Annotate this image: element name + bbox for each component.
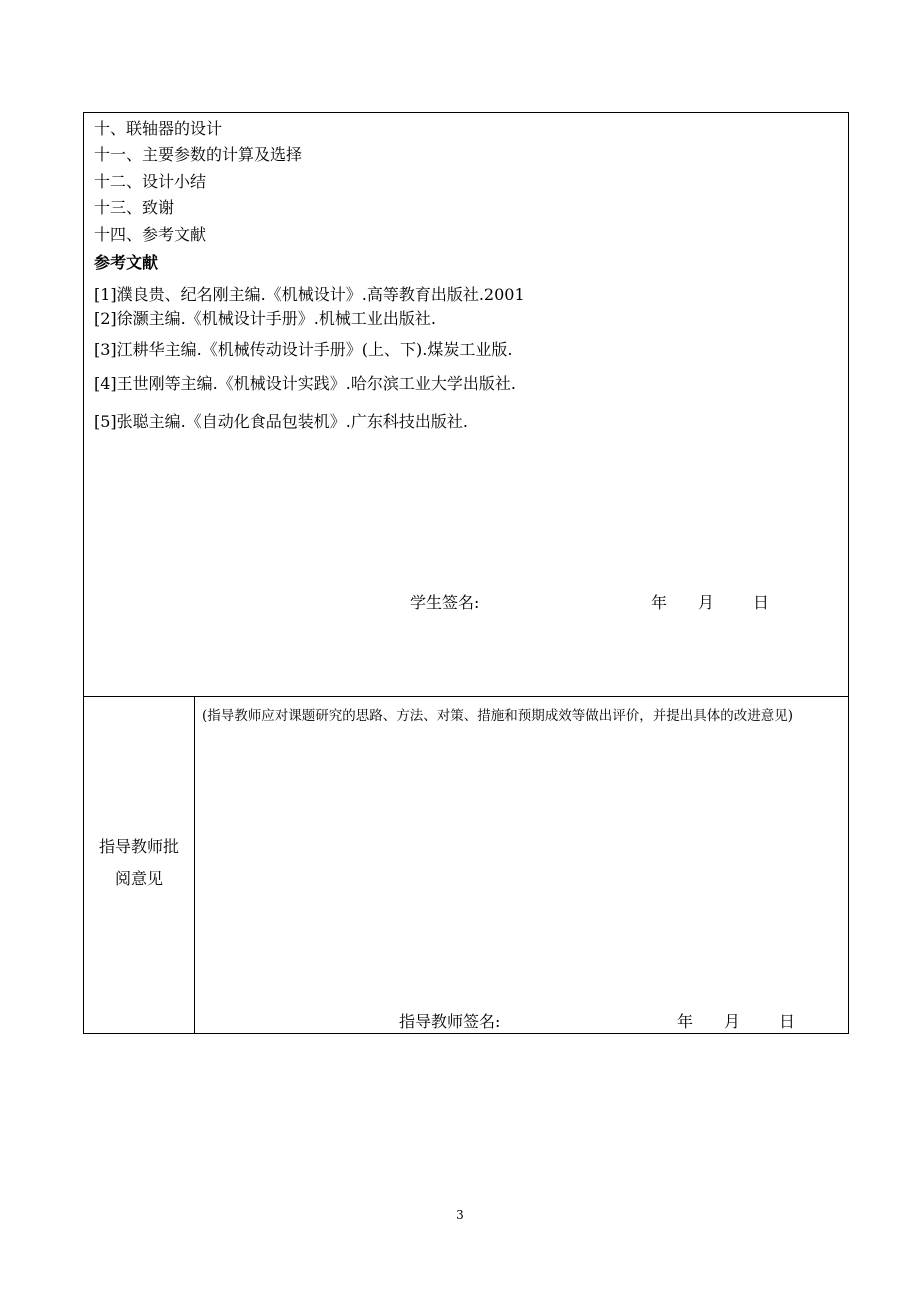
teacher-signature-year: 年 xyxy=(677,1012,694,1031)
teacher-signature-day: 日 xyxy=(779,1012,796,1031)
outline-item: 十四、参考文献 xyxy=(94,225,207,244)
review-instruction: (指导教师应对课题研究的思路、方法、对策、措施和预期成效等做出评价，并提出具体的改进意见) xyxy=(202,708,794,724)
column-divider xyxy=(194,697,195,1033)
outline-item: 十一、主要参数的计算及选择 xyxy=(94,145,303,164)
teacher-signature-label: 指导教师签名: xyxy=(399,1012,501,1031)
reference-item: [5]张聪主编.《自动化食品包装机》.广东科技出版社. xyxy=(94,412,468,431)
teacher-review-row xyxy=(83,696,849,1034)
student-signature-label: 学生签名: xyxy=(410,593,480,612)
student-signature-month: 月 xyxy=(698,593,715,612)
proposal-content-cell xyxy=(83,112,849,697)
teacher-review-label xyxy=(84,831,194,895)
student-signature-year: 年 xyxy=(651,593,668,612)
reference-item: [4]王世刚等主编.《机械设计实践》.哈尔滨工业大学出版社. xyxy=(94,374,516,393)
outline-item: 十三、致谢 xyxy=(94,198,175,217)
teacher-review-label-line1: 指导教师批 xyxy=(98,837,179,856)
outline-item: 十二、设计小结 xyxy=(94,172,207,191)
teacher-review-label-line2: 阅意见 xyxy=(114,869,163,888)
page-number: 3 xyxy=(456,1208,464,1222)
student-signature-day: 日 xyxy=(753,593,770,612)
references-heading: 参考文献 xyxy=(94,253,159,272)
outline-item: 十、联轴器的设计 xyxy=(94,119,223,138)
reference-item: [1]濮良贵、纪名刚主编.《机械设计》.高等教育出版社.2001 xyxy=(94,285,525,304)
reference-item: [2]徐灏主编.《机械设计手册》.机械工业出版社. xyxy=(94,309,436,328)
teacher-signature-month: 月 xyxy=(724,1012,741,1031)
reference-item: [3]江耕华主编.《机械传动设计手册》(上、下).煤炭工业版. xyxy=(94,340,513,359)
